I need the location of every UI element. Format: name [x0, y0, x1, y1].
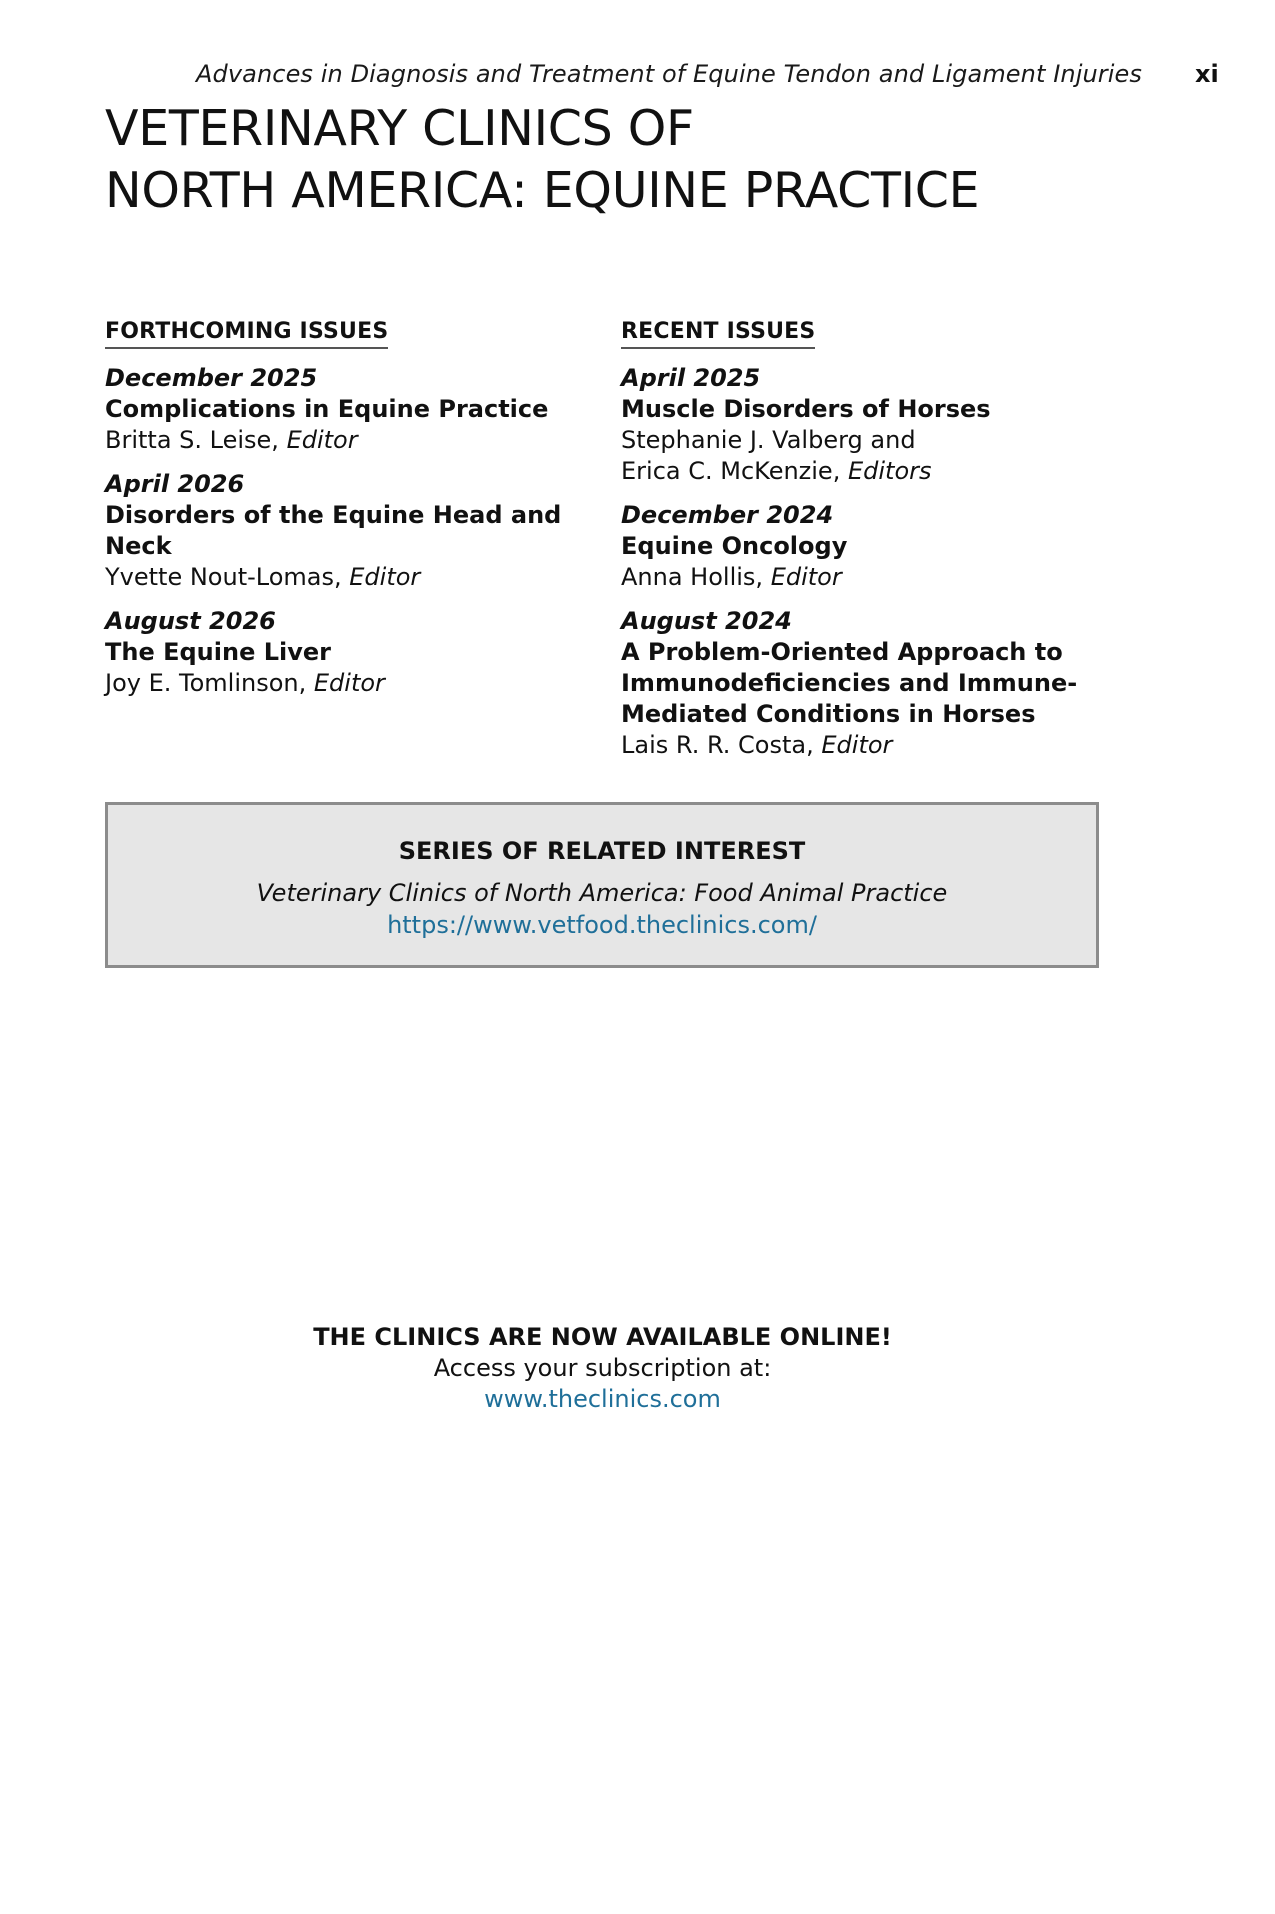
issue-title-line: Muscle Disorders of Horses	[621, 395, 991, 423]
editor-name-text: Erica C. McKenzie,	[621, 457, 841, 485]
editor-name-text: Britta S. Leise,	[105, 426, 279, 454]
issue-title	[621, 637, 1121, 730]
issue-title	[105, 637, 605, 668]
editor-role: Editor	[821, 731, 893, 759]
issue-title-line: Disorders of the Equine Head and Neck	[105, 501, 562, 560]
editor-name	[621, 562, 1121, 593]
issue-editors	[621, 730, 1121, 761]
issue-editors	[105, 668, 605, 699]
related-series-box	[105, 802, 1099, 968]
journal-title-line-2: NORTH AMERICA: EQUINE PRACTICE	[105, 162, 980, 219]
issue-title-line: Mediated Conditions in Horses	[621, 700, 1036, 728]
issue-editors	[621, 425, 1121, 487]
issue-title-line: Immunodeficiencies and Immune-	[621, 669, 1078, 697]
editor-role: Editor	[770, 563, 842, 591]
editor-role: Editor	[286, 426, 358, 454]
issue-date: April 2025	[621, 364, 761, 392]
editor-role: Editors	[847, 457, 932, 485]
issue-date: April 2026	[105, 470, 245, 498]
issue-editors	[621, 562, 1121, 593]
issue-title	[105, 500, 605, 562]
issue-title-line: Complications in Equine Practice	[105, 395, 549, 423]
issue-editors	[105, 425, 605, 456]
editor-name	[621, 730, 1121, 761]
editor-name-text: Yvette Nout-Lomas,	[105, 563, 342, 591]
related-series-heading: SERIES OF RELATED INTEREST	[398, 837, 806, 865]
running-title: Advances in Diagnosis and Treatment of Equine Tendon and Ligament Injuries	[196, 60, 1142, 88]
issue-entry	[621, 363, 1121, 487]
recent-issues-section	[621, 318, 1121, 774]
issue-title	[621, 531, 1121, 562]
editor-name	[105, 425, 605, 456]
issue-title-line: Equine Oncology	[621, 532, 848, 560]
editor-name	[621, 456, 1121, 487]
online-text: Access your subscription at:	[433, 1354, 772, 1382]
editor-name-text: Lais R. R. Costa,	[621, 731, 814, 759]
issue-date: August 2024	[621, 607, 792, 635]
issue-date: August 2026	[105, 607, 276, 635]
online-availability	[0, 1322, 1205, 1415]
issue-date: December 2025	[105, 364, 318, 392]
editor-name	[105, 562, 605, 593]
issue-title	[621, 394, 1121, 425]
issue-entry	[105, 469, 605, 593]
issue-entry	[105, 606, 605, 699]
issue-title	[105, 394, 605, 425]
online-heading: THE CLINICS ARE NOW AVAILABLE ONLINE!	[313, 1323, 892, 1351]
editor-role: Editor	[313, 669, 385, 697]
issue-entry	[621, 500, 1121, 593]
recent-issues-heading: RECENT ISSUES	[621, 318, 815, 349]
issue-entry	[621, 606, 1121, 761]
forthcoming-issues-heading: FORTHCOMING ISSUES	[105, 318, 388, 349]
related-series-title: Veterinary Clinics of North America: Food Animal Practice	[256, 879, 948, 907]
editor-name-text: Joy E. Tomlinson,	[105, 669, 307, 697]
journal-title	[105, 98, 979, 222]
editor-name	[105, 668, 605, 699]
running-header	[0, 60, 1275, 96]
issue-date: December 2024	[621, 501, 834, 529]
page-number: xi	[1195, 60, 1219, 88]
issue-entry	[105, 363, 605, 456]
issue-editors	[105, 562, 605, 593]
editor-role: Editor	[349, 563, 421, 591]
forthcoming-issues-section	[105, 318, 605, 712]
issue-title-line: The Equine Liver	[105, 638, 331, 666]
clinics-website-link[interactable]: www.theclinics.com	[484, 1385, 721, 1413]
issue-title-line: A Problem-Oriented Approach to	[621, 638, 1063, 666]
editor-name-text: Anna Hollis,	[621, 563, 764, 591]
journal-title-line-1: VETERINARY CLINICS OF	[105, 100, 694, 157]
editor-name: Stephanie J. Valberg and	[621, 426, 916, 454]
related-series-link[interactable]: https://www.vetfood.theclinics.com/	[387, 911, 817, 939]
